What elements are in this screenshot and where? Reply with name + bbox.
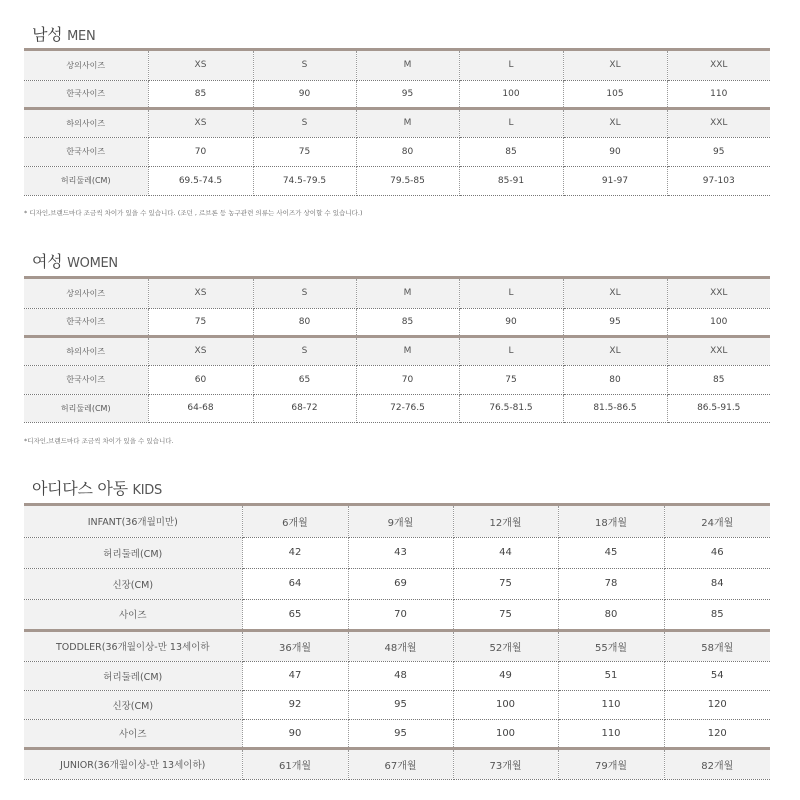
women-bottom-waist-label: 허리둘레(CM) (24, 394, 148, 422)
kids-toddler-size-cell: 90 (242, 719, 348, 748)
women-bottom-header-cell: M (356, 336, 459, 365)
kids-infant-waist-label: 허리둘레(CM) (24, 537, 242, 568)
kids-infant-size-cell: 70 (348, 599, 453, 630)
kids-infant-header-cell: 6개월 (242, 506, 348, 537)
men-bottom-waist-row (24, 166, 770, 195)
women-top-korea-cell: 85 (356, 308, 459, 336)
kids-infant-size-row (24, 599, 770, 630)
kids-toddler-height-cell: 92 (242, 690, 348, 719)
men-top-header-cell: M (356, 51, 459, 80)
men-bottom-header-cell: XL (563, 108, 667, 137)
kids-infant-waist-cell: 43 (348, 537, 453, 568)
men-bottom-header-row (24, 108, 770, 137)
women-top-header-label: 상의사이즈 (24, 279, 148, 308)
kids-junior-header-cell: 73개월 (453, 748, 558, 779)
men-top-korea-label: 한국사이즈 (24, 80, 148, 108)
women-bottom-header-label: 하의사이즈 (24, 336, 148, 365)
men-bottom-waist-cell: 97-103 (667, 166, 770, 195)
kids-toddler-waist-cell: 47 (242, 661, 348, 690)
kids-infant-size-cell: 75 (453, 599, 558, 630)
kids-section-title (32, 476, 162, 499)
men-bottom-korea-row (24, 137, 770, 166)
kids-infant-header-cell: 24개월 (664, 506, 770, 537)
kids-toddler-header-cell: 52개월 (453, 630, 558, 661)
men-bottom-korea-label: 한국사이즈 (24, 137, 148, 166)
women-top-header-cell: XXL (667, 279, 770, 308)
men-bottom-header-cell: XXL (667, 108, 770, 137)
kids-toddler-header-cell: 36개월 (242, 630, 348, 661)
men-top-header-cell: XXL (667, 51, 770, 80)
kids-junior-header-cell: 79개월 (558, 748, 664, 779)
kids-infant-height-cell: 64 (242, 568, 348, 599)
kids-infant-size-label: 사이즈 (24, 599, 242, 630)
women-top-korea-cell: 75 (148, 308, 253, 336)
women-top-korea-cell: 100 (667, 308, 770, 336)
women-top-korea-cell: 95 (563, 308, 667, 336)
women-top-header-cell: XS (148, 279, 253, 308)
kids-junior-header-cell: 67개월 (348, 748, 453, 779)
women-bottom-korea-cell: 65 (253, 365, 356, 394)
women-top-header-cell: M (356, 279, 459, 308)
women-top-korea-cell: 90 (459, 308, 563, 336)
men-section-title (32, 22, 95, 45)
women-section-title (32, 249, 118, 272)
men-bottom-korea-cell: 90 (563, 137, 667, 166)
kids-junior-header-cell: 61개월 (242, 748, 348, 779)
kids-infant-height-label: 신장(CM) (24, 568, 242, 599)
men-bottom-korea-cell: 95 (667, 137, 770, 166)
women-bottom-header-cell: L (459, 336, 563, 365)
men-top-header-cell: S (253, 51, 356, 80)
men-bottom-waist-cell: 91-97 (563, 166, 667, 195)
men-bottom-header-cell: S (253, 108, 356, 137)
women-top-korea-cell: 80 (253, 308, 356, 336)
kids-toddler-waist-cell: 48 (348, 661, 453, 690)
men-size-table (24, 51, 770, 196)
men-top-korea-cell: 100 (459, 80, 563, 108)
men-top-header-cell: XS (148, 51, 253, 80)
kids-title-ko: 아디다스 아동 (32, 479, 128, 498)
women-bottom-korea-cell: 85 (667, 365, 770, 394)
women-bottom-waist-cell: 64-68 (148, 394, 253, 422)
men-bottom-header-cell: L (459, 108, 563, 137)
kids-toddler-header-row (24, 630, 770, 661)
men-bottom-waist-cell: 79.5-85 (356, 166, 459, 195)
kids-toddler-height-cell: 120 (664, 690, 770, 719)
women-bottom-waist-cell: 86.5-91.5 (667, 394, 770, 422)
men-note: * 디자인,브랜드마다 조금씩 차이가 있을 수 있습니다. (조던 , 르브론 등 농구관련 의류는 사이즈가 상이할 수 있습니다.) (24, 209, 363, 217)
kids-toddler-waist-cell: 49 (453, 661, 558, 690)
kids-toddler-waist-row (24, 661, 770, 690)
women-top-header-cell: L (459, 279, 563, 308)
kids-toddler-waist-cell: 51 (558, 661, 664, 690)
women-bottom-korea-cell: 70 (356, 365, 459, 394)
kids-junior-header-cell: 82개월 (664, 748, 770, 779)
men-top-header-row (24, 51, 770, 80)
women-bottom-header-cell: XXL (667, 336, 770, 365)
kids-infant-size-cell: 85 (664, 599, 770, 630)
kids-toddler-size-cell: 100 (453, 719, 558, 748)
kids-toddler-header-label: TODDLER(36개월이상-만 13세이하 (24, 630, 242, 661)
women-bottom-korea-row (24, 365, 770, 394)
kids-infant-height-cell: 78 (558, 568, 664, 599)
women-bottom-waist-cell: 81.5-86.5 (563, 394, 667, 422)
women-bottom-waist-cell: 68-72 (253, 394, 356, 422)
kids-toddler-size-cell: 110 (558, 719, 664, 748)
women-bottom-korea-cell: 75 (459, 365, 563, 394)
kids-size-table (24, 506, 770, 780)
women-bottom-header-cell: S (253, 336, 356, 365)
women-bottom-header-cell: XL (563, 336, 667, 365)
kids-toddler-height-cell: 110 (558, 690, 664, 719)
women-bottom-korea-cell: 60 (148, 365, 253, 394)
women-note: *디자인,브랜드마다 조금씩 차이가 있을 수 있습니다. (24, 437, 174, 445)
men-bottom-korea-cell: 80 (356, 137, 459, 166)
men-bottom-korea-cell: 75 (253, 137, 356, 166)
women-bottom-header-cell: XS (148, 336, 253, 365)
men-top-korea-cell: 110 (667, 80, 770, 108)
kids-toddler-height-row (24, 690, 770, 719)
kids-infant-waist-cell: 45 (558, 537, 664, 568)
women-title-en: WOMEN (67, 256, 118, 271)
men-title-ko: 남성 (32, 25, 63, 44)
men-title-en: MEN (67, 29, 96, 44)
men-top-korea-cell: 105 (563, 80, 667, 108)
kids-toddler-height-label: 신장(CM) (24, 690, 242, 719)
men-top-header-cell: XL (563, 51, 667, 80)
kids-infant-size-cell: 80 (558, 599, 664, 630)
women-top-korea-row (24, 308, 770, 336)
kids-toddler-header-cell: 58개월 (664, 630, 770, 661)
kids-toddler-waist-label: 허리둘레(CM) (24, 661, 242, 690)
men-bottom-korea-cell: 85 (459, 137, 563, 166)
kids-infant-waist-row (24, 537, 770, 568)
men-bottom-header-cell: XS (148, 108, 253, 137)
kids-infant-size-cell: 65 (242, 599, 348, 630)
men-top-header-cell: L (459, 51, 563, 80)
kids-infant-height-row (24, 568, 770, 599)
women-bottom-waist-row (24, 394, 770, 422)
kids-infant-waist-cell: 46 (664, 537, 770, 568)
women-bottom-korea-cell: 80 (563, 365, 667, 394)
kids-title-en: KIDS (132, 483, 162, 498)
men-bottom-header-cell: M (356, 108, 459, 137)
women-bottom-waist-cell: 72-76.5 (356, 394, 459, 422)
men-bottom-waist-label: 허리둘레(CM) (24, 166, 148, 195)
kids-junior-header-label: JUNIOR(36개월이상-만 13세이하) (24, 748, 242, 779)
kids-infant-height-cell: 69 (348, 568, 453, 599)
men-bottom-waist-cell: 74.5-79.5 (253, 166, 356, 195)
kids-toddler-waist-cell: 54 (664, 661, 770, 690)
kids-toddler-size-label: 사이즈 (24, 719, 242, 748)
men-top-korea-row (24, 80, 770, 108)
women-top-header-cell: S (253, 279, 356, 308)
men-bottom-header-label: 하의사이즈 (24, 108, 148, 137)
kids-infant-height-cell: 75 (453, 568, 558, 599)
kids-junior-header-row (24, 748, 770, 779)
kids-infant-waist-cell: 42 (242, 537, 348, 568)
kids-toddler-size-cell: 95 (348, 719, 453, 748)
kids-infant-header-cell: 18개월 (558, 506, 664, 537)
kids-infant-height-cell: 84 (664, 568, 770, 599)
kids-toddler-size-row (24, 719, 770, 748)
kids-toddler-height-cell: 95 (348, 690, 453, 719)
men-top-korea-cell: 85 (148, 80, 253, 108)
women-bottom-korea-label: 한국사이즈 (24, 365, 148, 394)
men-top-korea-cell: 90 (253, 80, 356, 108)
kids-infant-header-cell: 9개월 (348, 506, 453, 537)
women-top-korea-label: 한국사이즈 (24, 308, 148, 336)
kids-infant-header-row (24, 506, 770, 537)
men-top-korea-cell: 95 (356, 80, 459, 108)
women-top-header-row (24, 279, 770, 308)
men-bottom-waist-cell: 69.5-74.5 (148, 166, 253, 195)
kids-infant-waist-cell: 44 (453, 537, 558, 568)
kids-infant-header-cell: 12개월 (453, 506, 558, 537)
kids-toddler-header-cell: 48개월 (348, 630, 453, 661)
men-bottom-korea-cell: 70 (148, 137, 253, 166)
kids-toddler-header-cell: 55개월 (558, 630, 664, 661)
women-top-header-cell: XL (563, 279, 667, 308)
women-title-ko: 여성 (32, 252, 63, 271)
women-size-table (24, 279, 770, 423)
kids-infant-header-label: INFANT(36개월미만) (24, 506, 242, 537)
kids-toddler-size-cell: 120 (664, 719, 770, 748)
women-bottom-waist-cell: 76.5-81.5 (459, 394, 563, 422)
kids-toddler-height-cell: 100 (453, 690, 558, 719)
men-bottom-waist-cell: 85-91 (459, 166, 563, 195)
women-bottom-header-row (24, 336, 770, 365)
men-top-header-label: 상의사이즈 (24, 51, 148, 80)
